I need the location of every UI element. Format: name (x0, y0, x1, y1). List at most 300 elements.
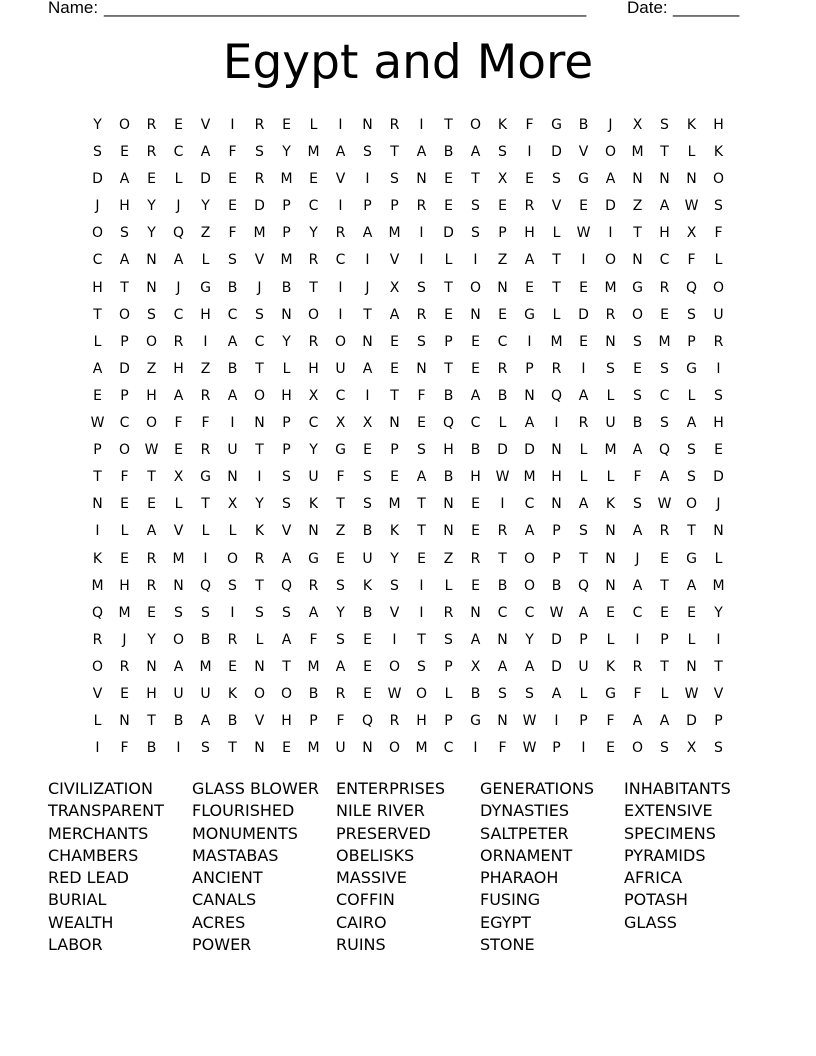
grid-letter[interactable]: C (470, 415, 481, 432)
grid-letter[interactable]: R (254, 171, 265, 188)
grid-letter[interactable]: E (390, 333, 399, 350)
grid-letter[interactable]: S (336, 631, 345, 648)
grid-letter[interactable]: S (174, 604, 183, 621)
grid-letter[interactable]: B (551, 577, 562, 594)
grid-letter[interactable]: F (687, 252, 696, 269)
grid-letter[interactable]: I (176, 740, 181, 757)
grid-letter[interactable]: S (147, 306, 156, 323)
grid-letter[interactable]: C (659, 252, 670, 269)
grid-letter[interactable]: H (119, 577, 130, 594)
grid-letter[interactable]: I (365, 387, 370, 404)
grid-letter[interactable]: I (419, 117, 424, 133)
grid-letter[interactable]: S (390, 171, 399, 188)
grid-letter[interactable]: M (631, 144, 644, 161)
grid-letter[interactable]: D (551, 631, 562, 648)
grid-letter[interactable]: D (497, 442, 508, 459)
grid-letter[interactable]: F (120, 740, 129, 757)
grid-letter[interactable]: H (200, 306, 211, 323)
grid-letter[interactable]: O (631, 306, 644, 323)
grid-letter[interactable]: E (660, 604, 669, 621)
grid-letter[interactable]: L (687, 144, 696, 161)
grid-letter[interactable]: S (120, 225, 129, 242)
grid-letter[interactable]: E (174, 442, 183, 459)
grid-letter[interactable]: E (147, 496, 156, 513)
grid-letter[interactable]: N (146, 279, 157, 296)
grid-letter[interactable]: I (95, 523, 100, 540)
grid-letter[interactable]: M (280, 252, 293, 269)
grid-letter[interactable]: N (227, 469, 238, 486)
grid-letter[interactable]: T (255, 442, 264, 459)
grid-letter[interactable]: L (174, 171, 183, 188)
grid-letter[interactable]: N (686, 171, 697, 188)
grid-letter[interactable]: S (552, 171, 561, 188)
grid-letter[interactable]: A (551, 685, 562, 702)
grid-letter[interactable]: S (633, 496, 642, 513)
grid-letter[interactable]: H (308, 360, 319, 377)
grid-letter[interactable]: C (659, 387, 670, 404)
grid-letter[interactable]: T (444, 279, 453, 296)
grid-letter[interactable]: N (632, 252, 643, 269)
grid-letter[interactable]: Y (147, 225, 156, 242)
grid-letter[interactable]: H (713, 415, 724, 432)
grid-letter[interactable]: Y (282, 333, 291, 350)
grid-letter[interactable]: B (632, 415, 643, 432)
grid-letter[interactable]: R (146, 144, 157, 161)
grid-letter[interactable]: R (173, 333, 184, 350)
grid-letter[interactable]: E (363, 442, 372, 459)
grid-letter[interactable]: I (365, 171, 370, 188)
grid-letter[interactable]: U (200, 685, 211, 702)
grid-letter[interactable]: F (633, 469, 642, 486)
grid-letter[interactable]: E (147, 171, 156, 188)
grid-letter[interactable]: K (713, 144, 724, 161)
grid-letter[interactable]: B (308, 685, 319, 702)
grid-letter[interactable]: U (227, 442, 238, 459)
grid-letter[interactable]: O (253, 387, 266, 404)
grid-letter[interactable]: F (228, 225, 237, 242)
grid-letter[interactable]: X (686, 740, 697, 757)
grid-letter[interactable]: N (362, 740, 373, 757)
grid-letter[interactable]: L (687, 631, 696, 648)
grid-letter[interactable]: J (176, 279, 181, 296)
grid-letter[interactable]: O (118, 117, 131, 133)
grid-letter[interactable]: N (470, 604, 481, 621)
grid-letter[interactable]: I (554, 713, 559, 730)
grid-letter[interactable]: I (581, 360, 586, 377)
grid-letter[interactable]: Z (443, 550, 454, 567)
grid-letter[interactable]: R (605, 306, 616, 323)
grid-letter[interactable]: G (605, 685, 616, 702)
grid-letter[interactable]: E (660, 306, 669, 323)
grid-letter[interactable]: I (473, 252, 478, 269)
grid-letter[interactable]: Y (93, 117, 102, 133)
grid-letter[interactable]: C (254, 333, 265, 350)
grid-letter[interactable]: M (604, 442, 617, 459)
grid-letter[interactable]: R (92, 631, 103, 648)
grid-letter[interactable]: P (390, 442, 399, 459)
grid-letter[interactable]: O (388, 740, 401, 757)
grid-letter[interactable]: K (227, 685, 238, 702)
grid-letter[interactable]: L (93, 333, 102, 350)
grid-letter[interactable]: R (443, 604, 454, 621)
grid-letter[interactable]: B (227, 279, 238, 296)
grid-letter[interactable]: E (471, 360, 480, 377)
grid-letter[interactable]: N (605, 333, 616, 350)
grid-letter[interactable]: E (228, 198, 237, 215)
grid-letter[interactable]: R (335, 225, 346, 242)
grid-letter[interactable]: F (336, 469, 345, 486)
grid-letter[interactable]: M (172, 550, 185, 567)
grid-letter[interactable]: W (495, 469, 510, 486)
grid-letter[interactable]: G (200, 279, 211, 296)
grid-letter[interactable]: T (444, 117, 453, 133)
grid-letter[interactable]: E (471, 333, 480, 350)
grid-letter[interactable]: T (687, 523, 696, 540)
grid-letter[interactable]: G (686, 360, 697, 377)
grid-letter[interactable]: Q (658, 442, 671, 459)
grid-letter[interactable]: X (632, 117, 643, 133)
grid-letter[interactable]: S (471, 198, 480, 215)
grid-letter[interactable]: E (282, 117, 291, 133)
grid-letter[interactable]: R (551, 360, 562, 377)
grid-letter[interactable]: C (308, 198, 319, 215)
grid-letter[interactable]: T (660, 658, 669, 675)
grid-letter[interactable]: R (389, 713, 400, 730)
grid-letter[interactable]: U (362, 550, 373, 567)
grid-letter[interactable]: I (419, 604, 424, 621)
grid-letter[interactable]: Z (632, 198, 643, 215)
grid-letter[interactable]: P (309, 713, 318, 730)
grid-letter[interactable]: O (523, 550, 536, 567)
grid-letter[interactable]: N (443, 496, 454, 513)
grid-letter[interactable]: M (280, 171, 293, 188)
grid-letter[interactable]: E (471, 523, 480, 540)
grid-letter[interactable]: S (660, 117, 669, 133)
grid-letter[interactable]: D (686, 713, 697, 730)
grid-letter[interactable]: T (552, 252, 561, 269)
grid-letter[interactable]: S (282, 604, 291, 621)
grid-letter[interactable]: P (579, 631, 588, 648)
grid-letter[interactable]: X (227, 496, 238, 513)
grid-letter[interactable]: A (497, 658, 508, 675)
grid-letter[interactable]: B (470, 685, 481, 702)
grid-letter[interactable]: B (497, 577, 508, 594)
grid-letter[interactable]: A (173, 387, 184, 404)
grid-letter[interactable]: R (200, 387, 211, 404)
grid-letter[interactable]: O (712, 279, 725, 296)
grid-letter[interactable]: W (549, 604, 564, 621)
grid-letter[interactable]: K (92, 550, 103, 567)
grid-letter[interactable]: L (579, 442, 588, 459)
grid-letter[interactable]: A (362, 225, 373, 242)
grid-letter[interactable]: K (254, 523, 265, 540)
grid-letter[interactable]: T (417, 631, 426, 648)
grid-letter[interactable]: J (257, 279, 262, 296)
grid-letter[interactable]: S (633, 333, 642, 350)
grid-letter[interactable]: L (498, 415, 507, 432)
grid-letter[interactable]: S (471, 225, 480, 242)
grid-letter[interactable]: L (714, 252, 723, 269)
grid-letter[interactable]: T (255, 360, 264, 377)
grid-letter[interactable]: O (226, 550, 239, 567)
grid-letter[interactable]: M (307, 144, 320, 161)
grid-letter[interactable]: I (581, 252, 586, 269)
grid-letter[interactable]: P (444, 713, 453, 730)
grid-letter[interactable]: R (470, 550, 481, 567)
grid-letter[interactable]: A (578, 604, 589, 621)
grid-letter[interactable]: L (579, 685, 588, 702)
grid-letter[interactable]: J (608, 117, 613, 133)
grid-letter[interactable]: P (363, 198, 372, 215)
grid-letter[interactable]: A (659, 469, 670, 486)
grid-letter[interactable]: T (363, 306, 372, 323)
grid-letter[interactable]: V (92, 685, 103, 702)
grid-letter[interactable]: E (525, 171, 534, 188)
grid-letter[interactable]: N (551, 442, 562, 459)
grid-letter[interactable]: E (444, 306, 453, 323)
grid-letter[interactable]: B (470, 442, 481, 459)
grid-letter[interactable]: O (307, 306, 320, 323)
grid-letter[interactable]: E (417, 550, 426, 567)
grid-letter[interactable]: S (525, 685, 534, 702)
grid-letter[interactable]: S (255, 144, 264, 161)
grid-letter[interactable]: R (146, 117, 157, 133)
grid-letter[interactable]: H (524, 225, 535, 242)
grid-letter[interactable]: V (254, 713, 265, 730)
grid-letter[interactable]: S (579, 523, 588, 540)
grid-letter[interactable]: E (363, 685, 372, 702)
grid-letter[interactable]: O (91, 225, 104, 242)
grid-letter[interactable]: H (173, 360, 184, 377)
grid-letter[interactable]: N (308, 523, 319, 540)
grid-letter[interactable]: N (605, 577, 616, 594)
grid-letter[interactable]: V (389, 252, 400, 269)
grid-letter[interactable]: A (227, 333, 238, 350)
grid-letter[interactable]: N (524, 387, 535, 404)
grid-letter[interactable]: B (227, 360, 238, 377)
grid-letter[interactable]: H (281, 713, 292, 730)
grid-letter[interactable]: I (608, 225, 613, 242)
grid-letter[interactable]: L (93, 713, 102, 730)
grid-letter[interactable]: J (176, 198, 181, 215)
grid-letter[interactable]: C (524, 496, 535, 513)
grid-letter[interactable]: M (118, 604, 131, 621)
grid-letter[interactable]: A (632, 523, 643, 540)
grid-letter[interactable]: I (230, 415, 235, 432)
grid-letter[interactable]: C (497, 333, 508, 350)
grid-letter[interactable]: M (253, 225, 266, 242)
grid-letter[interactable]: U (335, 740, 346, 757)
grid-letter[interactable]: H (659, 225, 670, 242)
grid-letter[interactable]: R (254, 117, 265, 133)
grid-letter[interactable]: T (255, 577, 264, 594)
grid-letter[interactable]: A (470, 387, 481, 404)
grid-letter[interactable]: R (524, 198, 535, 215)
grid-letter[interactable]: V (281, 523, 292, 540)
grid-letter[interactable]: C (308, 415, 319, 432)
grid-letter[interactable]: R (146, 577, 157, 594)
grid-letter[interactable]: N (146, 658, 157, 675)
grid-letter[interactable]: H (119, 198, 130, 215)
grid-letter[interactable]: A (524, 658, 535, 675)
grid-letter[interactable]: S (714, 740, 723, 757)
grid-letter[interactable]: T (498, 550, 507, 567)
grid-letter[interactable]: O (280, 685, 293, 702)
grid-letter[interactable]: L (579, 469, 588, 486)
grid-letter[interactable]: H (146, 387, 157, 404)
grid-letter[interactable]: L (552, 225, 561, 242)
grid-letter[interactable]: O (118, 306, 131, 323)
grid-letter[interactable]: E (336, 550, 345, 567)
grid-letter[interactable]: I (230, 117, 235, 133)
grid-letter[interactable]: L (282, 360, 291, 377)
grid-letter[interactable]: A (200, 144, 211, 161)
grid-letter[interactable]: O (334, 333, 347, 350)
grid-letter[interactable]: K (686, 117, 697, 133)
grid-letter[interactable]: Y (255, 496, 264, 513)
grid-letter[interactable]: S (282, 469, 291, 486)
grid-letter[interactable]: K (605, 496, 616, 513)
grid-letter[interactable]: L (201, 523, 210, 540)
grid-letter[interactable]: D (119, 360, 130, 377)
grid-letter[interactable]: K (389, 523, 400, 540)
grid-letter[interactable]: W (522, 713, 537, 730)
grid-letter[interactable]: G (551, 117, 562, 133)
grid-letter[interactable]: A (686, 577, 697, 594)
grid-letter[interactable]: L (228, 523, 237, 540)
grid-letter[interactable]: S (714, 198, 723, 215)
grid-letter[interactable]: N (497, 631, 508, 648)
grid-letter[interactable]: C (497, 604, 508, 621)
grid-letter[interactable]: B (578, 117, 589, 133)
grid-letter[interactable]: E (525, 279, 534, 296)
grid-letter[interactable]: X (389, 279, 400, 296)
grid-letter[interactable]: T (471, 171, 480, 188)
grid-letter[interactable]: E (579, 198, 588, 215)
grid-letter[interactable]: F (606, 713, 615, 730)
grid-letter[interactable]: I (365, 252, 370, 269)
grid-letter[interactable]: R (497, 360, 508, 377)
grid-letter[interactable]: Y (282, 144, 291, 161)
grid-letter[interactable]: Y (201, 198, 210, 215)
grid-letter[interactable]: O (631, 740, 644, 757)
grid-letter[interactable]: T (282, 658, 291, 675)
grid-letter[interactable]: D (713, 469, 724, 486)
grid-letter[interactable]: M (307, 658, 320, 675)
grid-letter[interactable]: D (92, 171, 103, 188)
grid-letter[interactable]: T (120, 279, 129, 296)
grid-letter[interactable]: T (390, 387, 399, 404)
grid-letter[interactable]: A (119, 171, 130, 188)
grid-letter[interactable]: F (201, 415, 210, 432)
grid-letter[interactable]: Q (280, 577, 293, 594)
grid-letter[interactable]: V (200, 117, 211, 133)
grid-letter[interactable]: K (362, 577, 373, 594)
grid-letter[interactable]: I (581, 740, 586, 757)
grid-letter[interactable]: R (308, 252, 319, 269)
grid-letter[interactable]: N (659, 171, 670, 188)
grid-letter[interactable]: L (606, 631, 615, 648)
grid-letter[interactable]: B (443, 469, 454, 486)
grid-letter[interactable]: E (120, 144, 129, 161)
grid-letter[interactable]: X (362, 415, 373, 432)
grid-letter[interactable]: W (684, 198, 699, 215)
grid-letter[interactable]: S (606, 360, 615, 377)
grid-letter[interactable]: D (578, 306, 589, 323)
grid-letter[interactable]: T (417, 496, 426, 513)
grid-letter[interactable]: I (635, 631, 640, 648)
grid-letter[interactable]: A (524, 523, 535, 540)
grid-letter[interactable]: V (335, 171, 346, 188)
grid-letter[interactable]: E (606, 740, 615, 757)
grid-letter[interactable]: F (174, 415, 183, 432)
grid-letter[interactable]: J (122, 631, 127, 648)
grid-letter[interactable]: E (147, 604, 156, 621)
grid-letter[interactable]: N (497, 713, 508, 730)
grid-letter[interactable]: O (91, 658, 104, 675)
grid-letter[interactable]: E (390, 469, 399, 486)
grid-letter[interactable]: P (552, 523, 561, 540)
grid-letter[interactable]: L (687, 387, 696, 404)
grid-letter[interactable]: N (362, 117, 373, 133)
grid-letter[interactable]: P (660, 631, 669, 648)
grid-letter[interactable]: E (120, 550, 129, 567)
grid-letter[interactable]: W (144, 442, 159, 459)
grid-letter[interactable]: R (200, 442, 211, 459)
grid-letter[interactable]: Y (147, 198, 156, 215)
grid-letter[interactable]: E (660, 550, 669, 567)
grid-letter[interactable]: T (444, 360, 453, 377)
grid-letter[interactable]: O (145, 333, 158, 350)
grid-letter[interactable]: T (93, 306, 102, 323)
grid-letter[interactable]: M (604, 279, 617, 296)
grid-letter[interactable]: T (552, 279, 561, 296)
grid-letter[interactable]: I (338, 306, 343, 323)
grid-letter[interactable]: L (120, 523, 129, 540)
grid-letter[interactable]: O (388, 658, 401, 675)
grid-letter[interactable]: W (522, 740, 537, 757)
grid-letter[interactable]: A (524, 415, 535, 432)
grid-letter[interactable]: G (686, 550, 697, 567)
grid-letter[interactable]: P (390, 198, 399, 215)
grid-letter[interactable]: R (146, 550, 157, 567)
grid-letter[interactable]: W (576, 225, 591, 242)
grid-letter[interactable]: N (443, 523, 454, 540)
grid-letter[interactable]: E (498, 306, 507, 323)
grid-letter[interactable]: D (605, 198, 616, 215)
grid-letter[interactable]: P (282, 442, 291, 459)
grid-letter[interactable]: M (712, 577, 725, 594)
grid-letter[interactable]: N (362, 333, 373, 350)
grid-letter[interactable]: T (714, 658, 723, 675)
grid-letter[interactable]: X (173, 469, 184, 486)
grid-letter[interactable]: G (335, 442, 346, 459)
grid-letter[interactable]: L (201, 252, 210, 269)
grid-letter[interactable]: N (605, 550, 616, 567)
grid-letter[interactable]: Z (146, 360, 157, 377)
grid-letter[interactable]: Y (309, 225, 318, 242)
grid-letter[interactable]: H (281, 387, 292, 404)
grid-letter[interactable]: E (714, 442, 723, 459)
grid-letter[interactable]: R (416, 198, 427, 215)
grid-letter[interactable]: P (444, 658, 453, 675)
grid-letter[interactable]: H (92, 279, 103, 296)
grid-letter[interactable]: T (579, 550, 588, 567)
grid-letter[interactable]: I (203, 550, 208, 567)
grid-letter[interactable]: O (118, 442, 131, 459)
grid-letter[interactable]: A (92, 360, 103, 377)
grid-letter[interactable]: P (714, 713, 723, 730)
